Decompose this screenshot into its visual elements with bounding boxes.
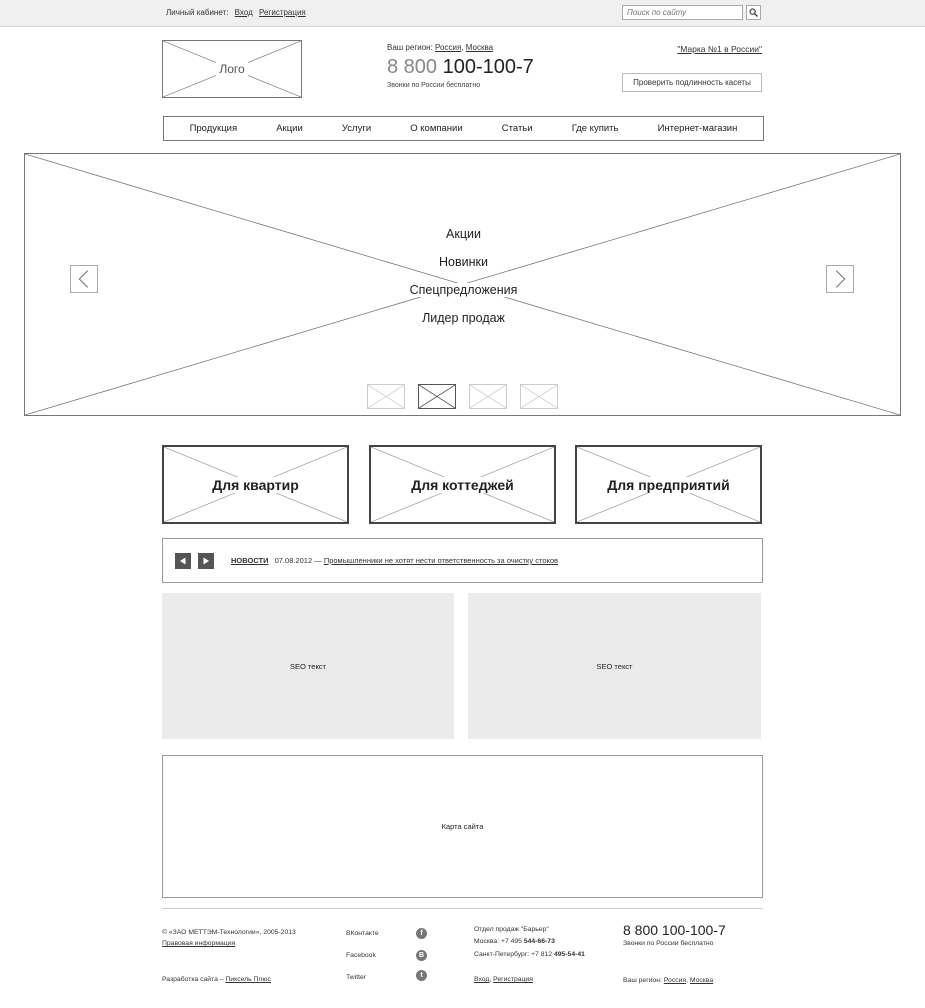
logo-text: Лого: [216, 62, 247, 76]
chevron-left-icon: [71, 266, 97, 292]
logo-placeholder[interactable]: [162, 40, 302, 98]
footer-phone-note: Звонки по России бесплатно: [623, 940, 714, 947]
moscow-phone-line: [474, 938, 555, 945]
category-apartments[interactable]: [162, 445, 349, 524]
slider-menu-item[interactable]: Новинки: [435, 255, 492, 269]
chevron-right-icon: [827, 266, 853, 292]
slider-thumb[interactable]: [520, 384, 558, 409]
header-phone: [387, 56, 534, 79]
footer-region-city-link[interactable]: Москва: [689, 977, 714, 984]
footer-login-link[interactable]: Вход: [474, 976, 490, 983]
region-country-link[interactable]: Россия: [435, 43, 462, 52]
footer-region-label: Ваш регион:: [623, 977, 662, 984]
news-prev-button[interactable]: [175, 553, 191, 569]
triangle-left-icon: [179, 557, 187, 565]
nav-item-where-to-buy[interactable]: Где купить: [571, 123, 619, 134]
footer-phone: 8 800 100-100-7: [623, 922, 726, 938]
nav-item-shop[interactable]: Интернет-магазин: [657, 123, 738, 134]
twitter-icon[interactable]: t: [416, 970, 427, 981]
legal-info-link[interactable]: Правовая информация: [162, 940, 236, 947]
phone-note: Звонки по России бесплатно: [387, 82, 481, 89]
slider-menu: [25, 220, 901, 332]
phone-number: 100-100-7: [442, 56, 534, 78]
region-label: Ваш регион:: [387, 43, 433, 52]
slider-menu-item[interactable]: Акции: [442, 227, 485, 241]
vk-icon[interactable]: f: [416, 928, 427, 939]
search-button[interactable]: [746, 5, 761, 20]
search-input[interactable]: [622, 5, 743, 20]
spb-label: Санкт-Петербург: +7 812: [474, 951, 553, 958]
slider-next-button[interactable]: [826, 265, 854, 293]
slider-prev-button[interactable]: [70, 265, 98, 293]
seo-text-block: SEO текст: [468, 593, 761, 739]
spb-phone-line: [474, 951, 585, 958]
dev-link[interactable]: Пиксель Плюс: [225, 976, 271, 983]
region-city-link[interactable]: Москва: [465, 43, 494, 52]
slider-menu-item[interactable]: Лидер продаж: [418, 311, 509, 325]
social-link-vk[interactable]: ВКонтакте: [346, 930, 379, 937]
category-label: Для квартир: [206, 477, 305, 493]
slider-thumb[interactable]: [469, 384, 507, 409]
category-label: Для коттеджей: [405, 477, 519, 493]
footer-region: Ваш регион: Россия, Москва: [623, 977, 714, 984]
moscow-label: Москва: +7 495: [474, 938, 522, 945]
register-link[interactable]: Регистрация: [259, 8, 306, 17]
spb-phone: 495-54-41: [553, 951, 585, 958]
news-label-link[interactable]: НОВОСТИ: [231, 556, 269, 565]
header-region: Ваш регион: Россия, Москва: [387, 43, 494, 52]
facebook-icon[interactable]: В: [416, 950, 427, 961]
sitemap-block: Карта сайта: [162, 755, 763, 898]
hero-slider: [24, 153, 901, 416]
nav-item-promotions[interactable]: Акции: [276, 123, 303, 134]
search-icon: [749, 8, 758, 17]
top-bar: [0, 0, 925, 27]
footer-register-link[interactable]: Регистрация: [493, 976, 533, 983]
footer-dev: [162, 976, 271, 983]
verify-cassette-button[interactable]: Проверить подлинность касеты: [622, 73, 762, 92]
slider-thumb[interactable]: [367, 384, 405, 409]
seo-text-block: SEO текст: [162, 593, 454, 739]
news-date: 07.08.2012 —: [274, 556, 322, 565]
news-headline-link[interactable]: Промышленники не хотят нести ответственность за очистку стоков: [323, 556, 559, 565]
slider-thumb-active[interactable]: [418, 384, 456, 409]
login-link[interactable]: Вход: [234, 8, 253, 17]
dev-prefix: Разработка сайта –: [162, 976, 224, 983]
nav-item-articles[interactable]: Статьи: [501, 123, 533, 134]
triangle-right-icon: [202, 557, 210, 565]
category-enterprises[interactable]: [575, 445, 762, 524]
nav-item-services[interactable]: Услуги: [341, 123, 372, 134]
footer-copyright: © «ЗАО МЕТТЭМ-Технологии», 2005-2013: [162, 929, 296, 936]
footer-divider: [162, 908, 763, 909]
footer-account-links: Вход, Регистрация: [474, 976, 533, 983]
phone-code: 8 800: [387, 56, 438, 78]
category-label: Для предприятий: [601, 477, 735, 493]
social-link-facebook[interactable]: Facebook: [346, 952, 376, 959]
nav-item-products[interactable]: Продукция: [189, 123, 238, 134]
news-ticker: [162, 538, 763, 583]
category-cottages[interactable]: [369, 445, 556, 524]
footer-region-country-link[interactable]: Россия: [663, 977, 687, 984]
sales-dept: Отдел продаж "Барьер": [474, 926, 549, 933]
moscow-phone: 544-66-73: [523, 938, 555, 945]
news-line: [231, 556, 558, 565]
main-nav: [163, 116, 764, 141]
news-next-button[interactable]: [198, 553, 214, 569]
account-links: [166, 8, 310, 17]
slider-menu-item[interactable]: Спецпредложения: [406, 283, 522, 297]
account-label: Личный кабинет:: [166, 8, 229, 17]
social-link-twitter[interactable]: Twitter: [346, 974, 367, 981]
brand-link[interactable]: "Марка №1 в России": [677, 44, 762, 54]
nav-item-about[interactable]: О компании: [410, 123, 463, 134]
